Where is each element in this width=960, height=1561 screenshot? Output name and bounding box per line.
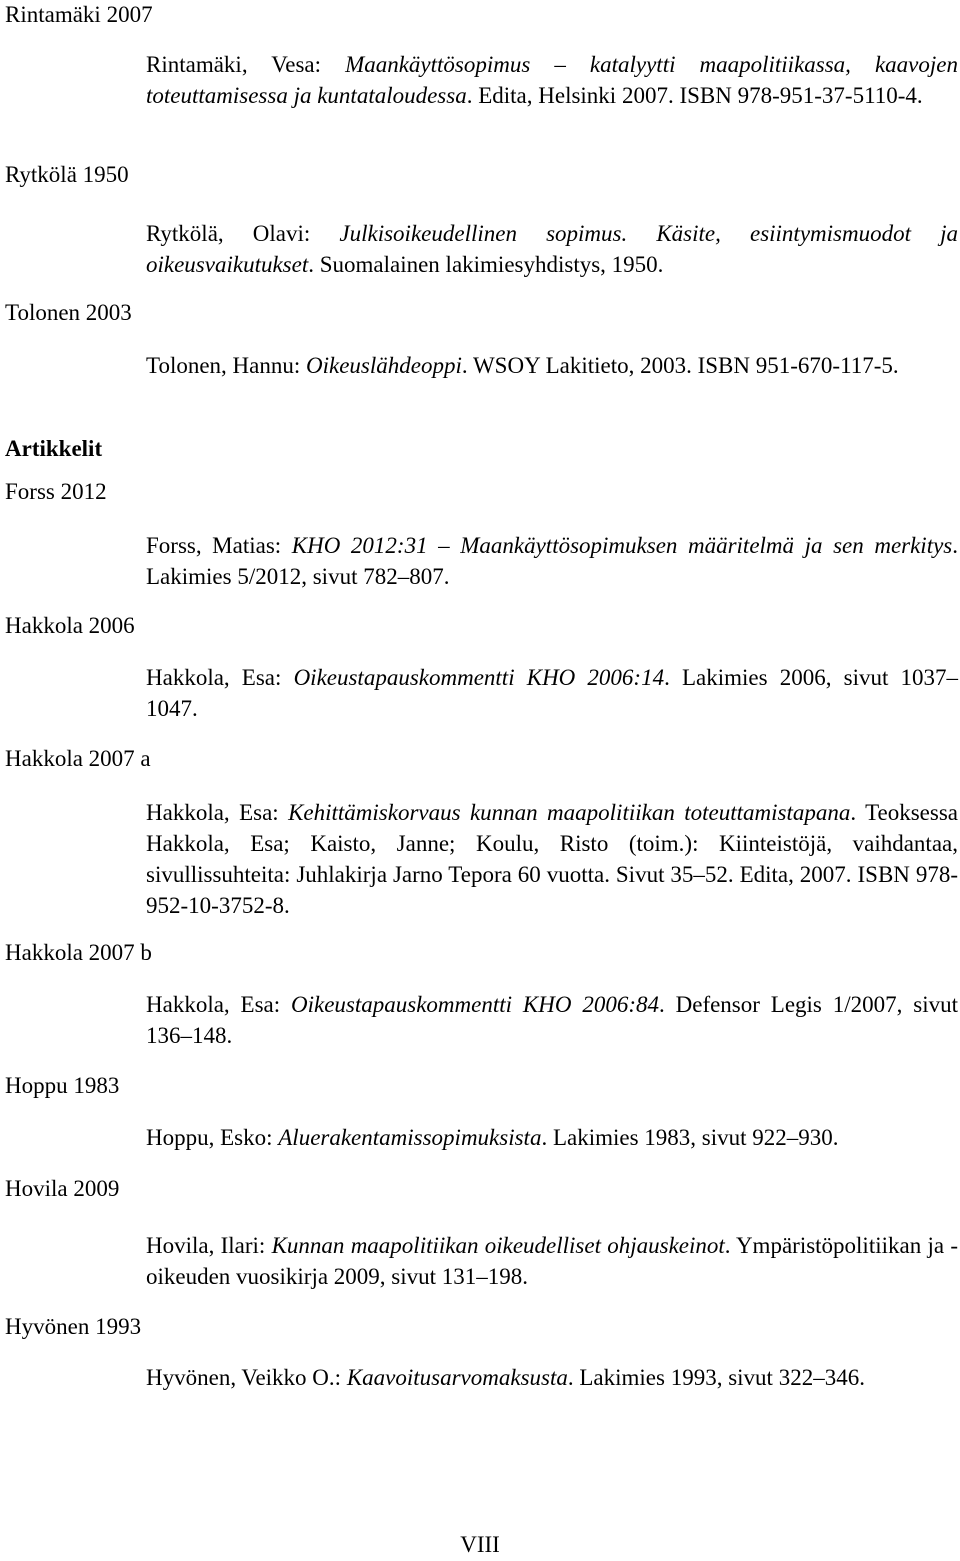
ref-author: Hovila, Ilari: [146, 1233, 272, 1258]
ref-author: Hoppu, Esko: [146, 1125, 279, 1150]
ref-details: . Teoksessa Hakkola, Esa; Kaisto, Janne; Koulu, Risto (toim.): Kiinteistöjä, vaihdantaa, sivullissuhteita: Juhlakirja Jarno Tepora 60 vuotta. Sivut 35–52. Edita, 2007. ISBN 978-952-10-3752-8. [146, 800, 958, 918]
ref-entry-hovila [146, 1230, 958, 1292]
ref-entry-rintamaki [146, 49, 958, 111]
ref-key-hakkola-2007b: Hakkola 2007 b [5, 940, 152, 965]
ref-title: Kunnan maapolitiikan oikeudelliset ohjauskeinot [271, 1233, 725, 1258]
ref-entry-hakkola-2007b [146, 989, 958, 1051]
ref-key-rytkola: Rytkölä 1950 [5, 162, 129, 187]
ref-entry-tolonen [146, 350, 958, 381]
ref-details: . Lakimies 2006, sivut 1037–1047. [146, 665, 958, 721]
ref-key-hakkola-2007a: Hakkola 2007 a [5, 746, 151, 771]
ref-author: Tolonen, Hannu: [146, 353, 307, 378]
ref-author: Hyvönen, Veikko O.: [146, 1365, 347, 1390]
ref-entry-hoppu [146, 1122, 958, 1153]
ref-entry-hakkola-2006 [146, 662, 958, 724]
ref-entry-hyvonen [146, 1362, 958, 1393]
ref-details: . Ympäristöpolitiikan ja -oikeuden vuosikirja 2009, sivut 131–198. [146, 1233, 958, 1289]
ref-entry-forss [146, 530, 958, 592]
ref-key-rintamaki: Rintamäki 2007 [5, 2, 153, 27]
section-heading-articles: Artikkelit [5, 436, 103, 461]
ref-key-hovila: Hovila 2009 [5, 1176, 120, 1201]
ref-details: . Lakimies 5/2012, sivut 782–807. [146, 533, 958, 589]
ref-entry-hakkola-2007a [146, 797, 958, 921]
ref-author: Rytkölä, Olavi: [146, 221, 340, 246]
ref-title: Julkisoikeudellinen sopimus. Käsite, esiintymismuodot ja oikeusvaikutukset [146, 221, 958, 277]
ref-details: . Lakimies 1993, sivut 322–346. [567, 1365, 865, 1390]
ref-key-forss: Forss 2012 [5, 479, 107, 504]
ref-title: Maankäyttösopimus – katalyytti maapolitiikassa, kaavojen toteuttamisessa ja kuntataloudessa [146, 52, 958, 108]
ref-author: Hakkola, Esa: [146, 992, 292, 1017]
ref-key-hyvonen: Hyvönen 1993 [5, 1314, 142, 1339]
ref-details: . Suomalainen lakimiesyhdistys, 1950. [308, 252, 664, 277]
ref-key-tolonen: Tolonen 2003 [5, 300, 132, 325]
ref-key-hoppu: Hoppu 1983 [5, 1073, 120, 1098]
ref-details: . Defensor Legis 1/2007, sivut 136–148. [146, 992, 958, 1048]
ref-details: . Edita, Helsinki 2007. ISBN 978-951-37-5110-4. [466, 83, 923, 108]
ref-title: Kaavoitusarvomaksusta [346, 1365, 568, 1390]
ref-title: Kehittämiskorvaus kunnan maapolitiikan toteuttamistapana [288, 800, 851, 825]
ref-title: Oikeustapauskommentti KHO 2006:84 [291, 992, 659, 1017]
ref-details: . Lakimies 1983, sivut 922–930. [541, 1125, 839, 1150]
page-number: VIII [460, 1532, 500, 1557]
ref-author: Hakkola, Esa: [146, 665, 294, 690]
ref-entry-rytkola [146, 218, 958, 280]
ref-title: Oikeuslähdeoppi [306, 353, 462, 378]
ref-title: Oikeustapauskommentti KHO 2006:14 [293, 665, 665, 690]
ref-title: KHO 2012:31 – Maankäyttösopimuksen määritelmä ja sen merkitys [291, 533, 953, 558]
ref-author: Forss, Matias: [146, 533, 292, 558]
ref-details: . WSOY Lakitieto, 2003. ISBN 951-670-117-5. [461, 353, 899, 378]
ref-author: Hakkola, Esa: [146, 800, 289, 825]
ref-title: Aluerakentamissopimuksista [278, 1125, 542, 1150]
ref-author: Rintamäki, Vesa: [146, 52, 346, 77]
ref-key-hakkola-2006: Hakkola 2006 [5, 613, 135, 638]
